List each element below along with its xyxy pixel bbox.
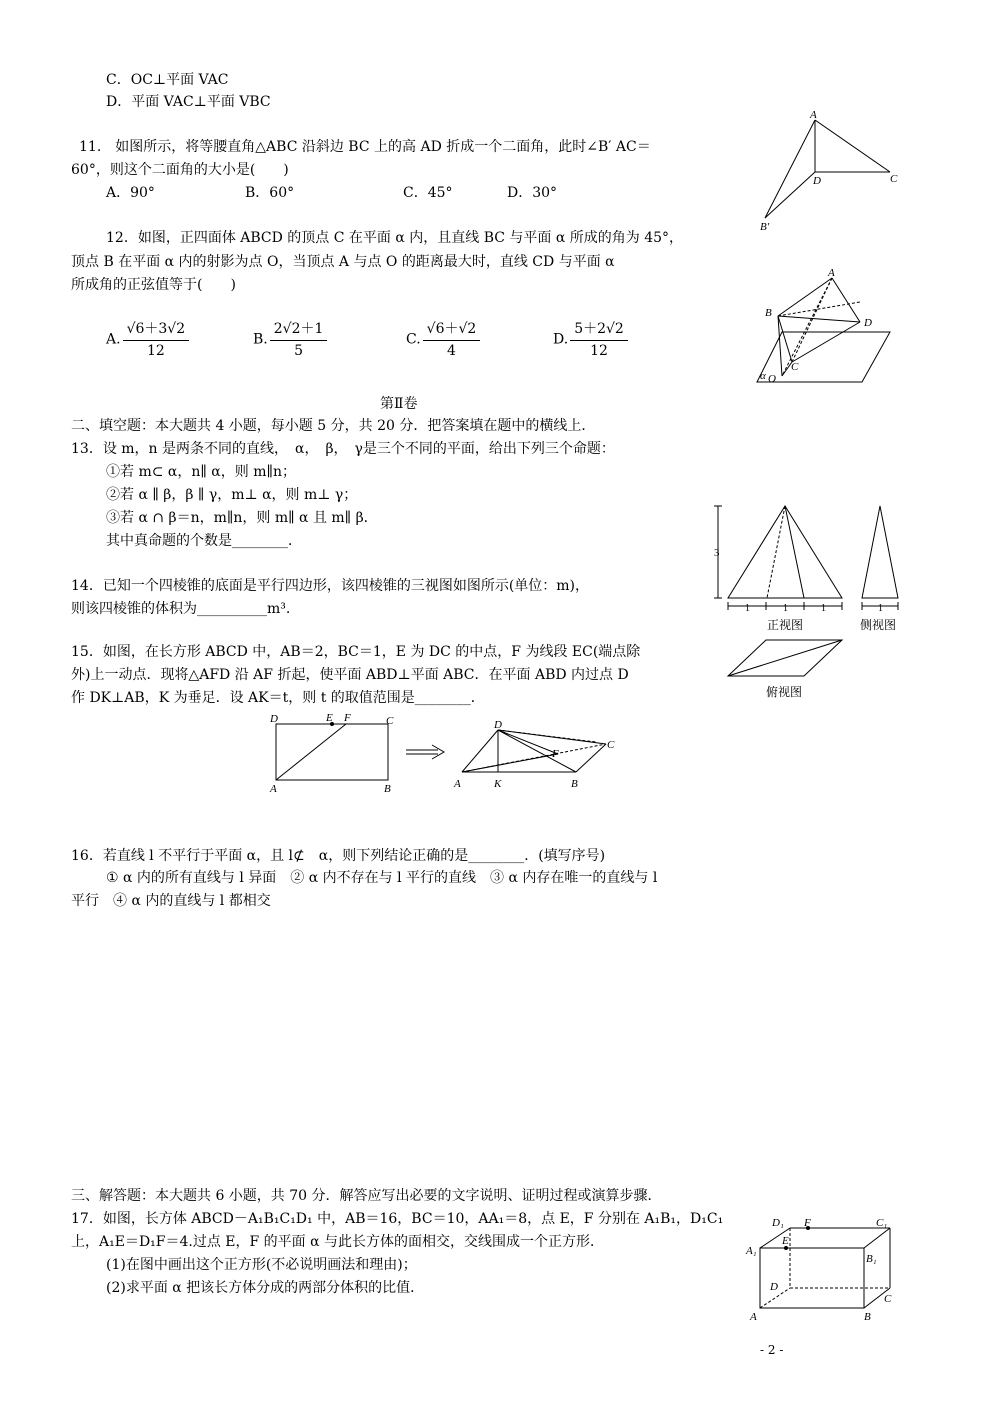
denominator: 12 [590, 343, 608, 359]
q11-option-c: C．45° [403, 185, 453, 201]
arrow-head [432, 745, 444, 759]
label-a: A [270, 783, 277, 795]
q12-option-b [253, 318, 327, 361]
fraction [423, 318, 481, 361]
label-b-folded: B [571, 778, 578, 790]
q11-option-b: B．60° [245, 185, 295, 201]
q12-stem-line2: 顶点 B 在平面 α 内的射影为点 O，当顶点 A 与点 O 的距离最大时，直线 CD 与平面 α [71, 254, 615, 270]
label-c: C [890, 173, 898, 185]
label-c: C [386, 715, 394, 727]
label-a-folded: A [454, 778, 461, 790]
q12-stem-line1: 12．如图，正四面体 ABCD 的顶点 C 在平面 α 内，且直线 BC 与平面 α 所成的角为 45°， [106, 230, 684, 246]
fraction [123, 318, 190, 361]
edge-bc [778, 316, 792, 362]
denominator: 12 [146, 343, 165, 359]
q11-option-d: D．30° [507, 185, 558, 201]
figure-q15-fold [266, 712, 626, 798]
label-b: B [765, 307, 772, 319]
q12-option-a [106, 318, 189, 361]
numerator: √6＋3√2 [123, 318, 190, 341]
q17-part-1: (1)在图中画出这个正方形(不必说明画法和理由)； [106, 1257, 417, 1273]
edge-ac [815, 120, 890, 172]
label-e: E [326, 712, 333, 724]
section-2-title: 第Ⅱ卷 [380, 396, 418, 412]
q16-options-line1: ① α 内的所有直线与 l 异面 ② α 内不存在与 l 平行的直线 ③ α 内存在唯一的直线与 l [106, 870, 658, 886]
front-view-triangle [728, 506, 842, 598]
label-c-folded: C [607, 739, 615, 751]
figure-q12-tetrahedron [752, 262, 897, 387]
label-d-folded: D [494, 719, 502, 731]
segment-ao [782, 278, 832, 376]
q11-stem-line2: 60°，则这个二面角的大小是( ) [71, 162, 289, 178]
q14-stem-line1: 14．已知一个四棱锥的底面是平行四边形，该四棱锥的三视图如图所示(单位：m)， [71, 578, 590, 594]
label-k: K [494, 778, 502, 790]
q15-stem-line2: 外)上一动点．现将△AFD 沿 AF 折起，使平面 ABD⊥平面 ABC．在平面 ABD 内过点 D [71, 667, 629, 683]
option-letter: D. [553, 331, 569, 348]
label-seg3: 1 [821, 603, 826, 614]
label-a: A [750, 1311, 757, 1323]
label-side-seg: 1 [878, 603, 883, 614]
label-top-view: 俯视图 [766, 685, 803, 699]
label-o: O [768, 373, 776, 385]
fraction [570, 318, 628, 361]
numerator: √6＋√2 [423, 318, 481, 341]
label-d: D [864, 317, 872, 329]
helper-line [778, 302, 860, 316]
edge-b1c1 [864, 1228, 890, 1248]
q11-stem-line1: 11. 如图所示，将等腰直角△ABC 沿斜边 BC 上的高 AD 折成一个二面角，此时∠B′ AC＝ [79, 139, 651, 155]
denominator: 4 [447, 343, 456, 359]
q13-question: 其中真命题的个数是________． [106, 533, 302, 549]
q11-option-a: A．90° [106, 185, 155, 201]
label-side-view: 侧视图 [860, 618, 897, 632]
numerator: 2√2＋1 [270, 318, 328, 341]
q12-option-d [553, 318, 628, 361]
label-c1: C₁ [876, 1217, 888, 1229]
label-b: B [384, 783, 391, 795]
q13-stem: 13．设 m，n 是两条不同的直线， α， β， γ是三个不同的平面，给出下列三个命题： [71, 441, 615, 457]
page-number: - 2 - [760, 1343, 784, 1357]
label-c: C [884, 1293, 892, 1305]
plane-alpha [757, 332, 890, 382]
numerator: 5＋2√2 [570, 318, 628, 341]
segment-af [276, 724, 346, 780]
option-letter: C. [406, 331, 421, 348]
rectangle-abcd [276, 724, 388, 780]
edge-db [765, 172, 815, 218]
label-alpha: α [760, 370, 766, 382]
part-3-header: 三、解答题：本大题共 6 小题，共 70 分．解答应写出必要的文字说明、证明过程或演算步骤． [71, 1188, 662, 1204]
label-a: A [828, 267, 835, 279]
q17-stem-line1: 17．如图，长方体 ABCD－A₁B₁C₁D₁ 中，AB＝16，BC＝10，AA₁＝8，点 E，F 分别在 A₁B₁，D₁C₁ [71, 1211, 724, 1227]
label-seg1: 1 [745, 603, 750, 614]
figure-q14-three-views [712, 500, 912, 710]
label-f: F [344, 712, 351, 724]
label-d: D [770, 1281, 778, 1293]
fraction [270, 318, 328, 361]
front-view-edge [785, 506, 804, 598]
front-face [760, 1248, 864, 1308]
option-letter: A. [106, 331, 121, 348]
q16-options-line2: 平行 ④ α 内的直线与 l 都相交 [71, 893, 271, 909]
q13-item-2: ②若 α ∥ β，β ∥ γ，m⊥ α，则 m⊥ γ； [106, 487, 358, 503]
label-height: 3 [714, 547, 720, 559]
q12-option-c [406, 318, 480, 361]
option-letter: B. [253, 331, 268, 348]
q10-option-d: D．平面 VAC⊥平面 VBC [106, 94, 271, 110]
label-b-prime: B′ [760, 221, 770, 233]
q17-stem-line2: 上，A₁E＝D₁F＝4.过点 E，F 的平面 α 与此长方体的面相交，交线围成一个正方形． [71, 1234, 605, 1250]
edge-ab [765, 120, 815, 218]
edge-bc [576, 744, 606, 772]
label-f: F [804, 1217, 811, 1229]
top-view-diagonal [728, 640, 842, 676]
label-front-view: 正视图 [767, 618, 804, 632]
q15-stem-line1: 15．如图，在长方形 ABCD 中，AB＝2，BC＝1，E 为 DC 的中点，F 为线段 EC(端点除 [71, 644, 641, 660]
label-e: E [782, 1235, 789, 1247]
label-d: D [270, 713, 278, 725]
label-f-folded: F [552, 748, 559, 760]
q17-part-2: (2)求平面 α 把该长方体分成的两部分体积的比值． [106, 1280, 425, 1296]
part-2-header: 二、填空题：本大题共 4 小题，每小题 5 分，共 20 分．把答案填在题中的横线上． [71, 418, 596, 434]
q13-item-1: ①若 m⊂ α，n∥ α，则 m∥n； [106, 464, 296, 480]
label-b1: B₁ [866, 1253, 877, 1265]
label-b: B [864, 1311, 871, 1323]
label-c: C [791, 361, 799, 373]
label-d1: D₁ [772, 1217, 784, 1229]
label-d: D [813, 175, 821, 187]
edge-ab [778, 278, 832, 316]
edge-ad [832, 278, 860, 322]
figure-q17-cuboid [744, 1216, 900, 1322]
side-view-triangle [862, 506, 898, 598]
q13-item-3: ③若 α ∩ β＝n，m∥n，则 m∥ α 且 m∥ β． [106, 510, 378, 526]
edge-cd [792, 322, 860, 362]
q10-option-c: C．OC⊥平面 VAC [106, 72, 229, 88]
q14-stem-line2: 则该四棱锥的体积为__________m³. [71, 601, 291, 617]
figure-q11-fold [750, 108, 910, 238]
label-seg2: 1 [783, 603, 788, 614]
q15-stem-line3: 作 DK⊥AB，K 为垂足．设 AK＝t，则 t 的取值范围是________． [71, 690, 485, 706]
label-a1: A₁ [746, 1245, 757, 1257]
denominator: 5 [294, 343, 304, 359]
q16-stem: 16．若直线 l 不平行于平面 α，且 l⊄ α，则下列结论正确的是________．(填写序号) [71, 848, 606, 864]
edge-bd [778, 316, 860, 322]
q12-stem-line3: 所成角的正弦值等于( ) [71, 277, 236, 293]
segment-bo [778, 316, 782, 376]
edge-db [498, 730, 576, 772]
label-a: A [810, 109, 817, 121]
edge-af [462, 754, 558, 772]
